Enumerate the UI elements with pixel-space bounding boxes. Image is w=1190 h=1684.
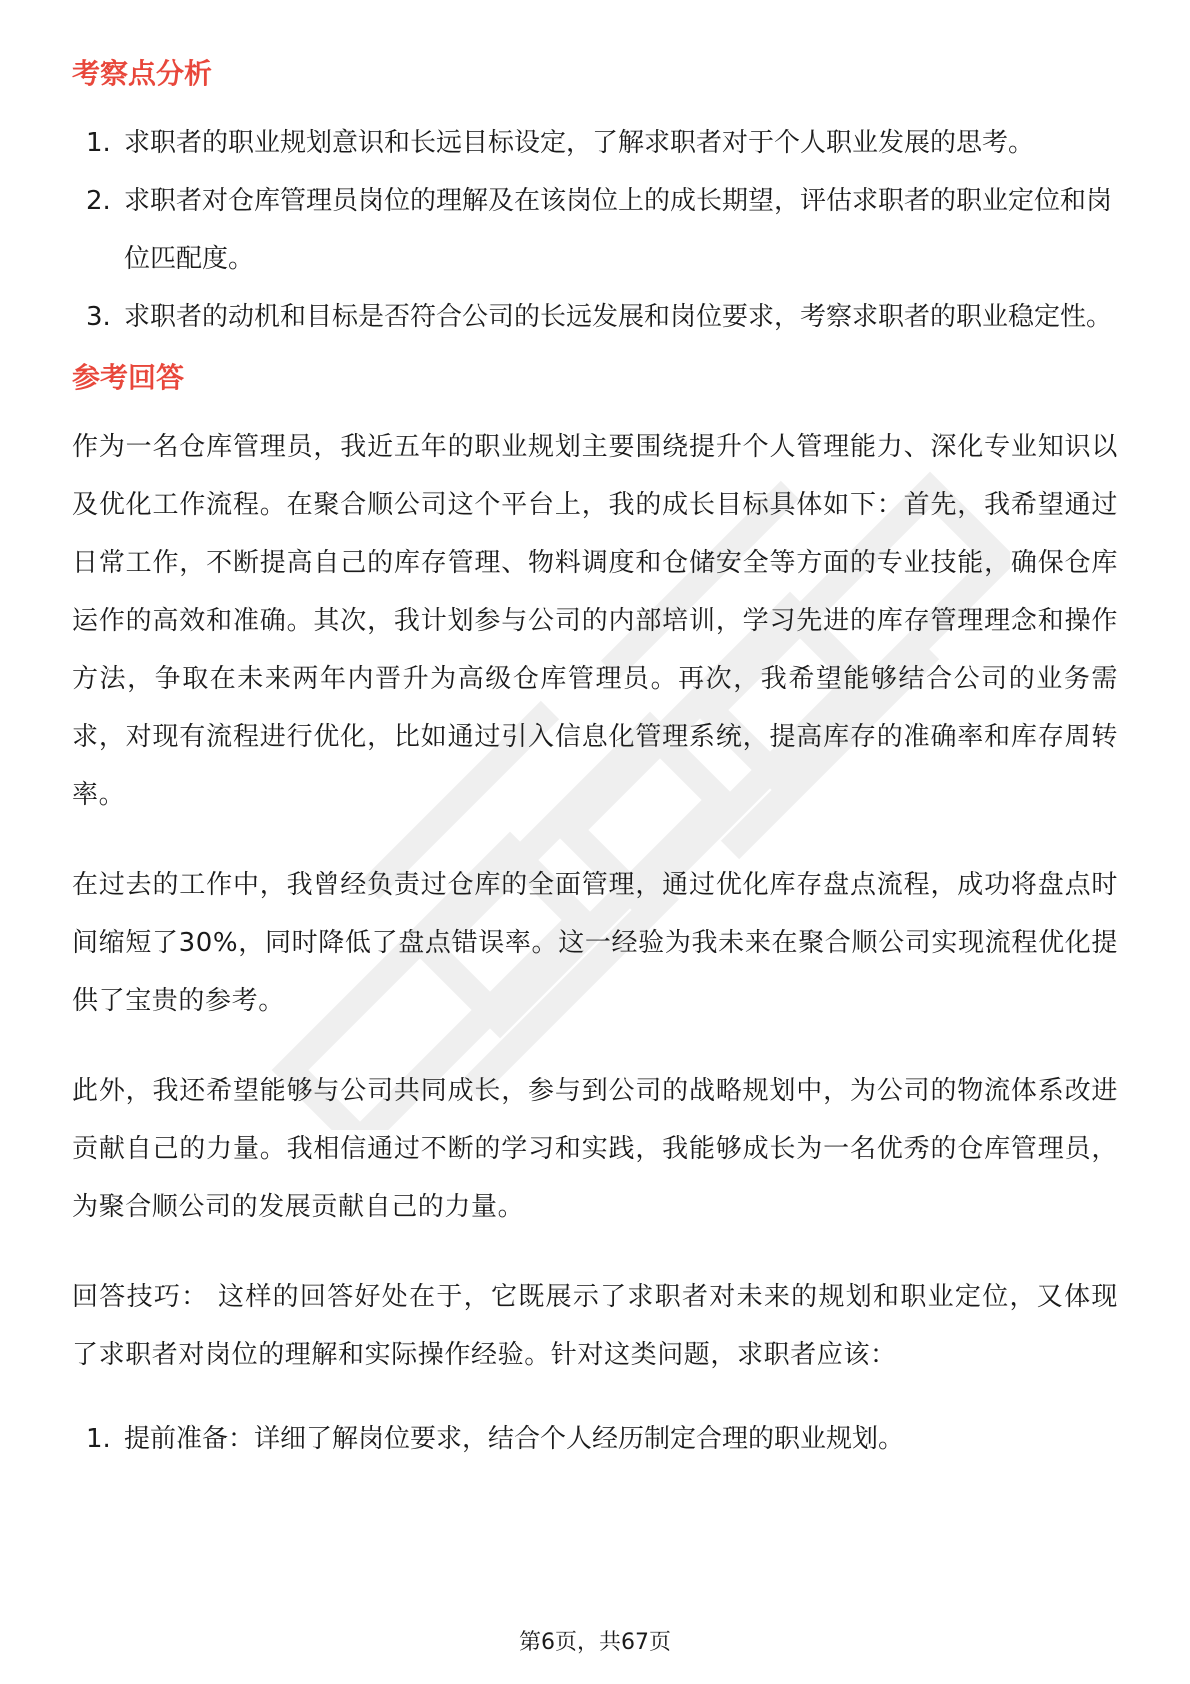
list-item-number: 1. [86,1424,111,1454]
answer-paragraph: 在过去的工作中，我曾经负责过仓库的全面管理，通过优化库存盘点流程，成功将盘点时间缩短了30%，同时降低了盘点错误率。这一经验为我未来在聚合顺公司实现流程优化提供了宝贵的参考。 [72,870,1118,1016]
analysis-list [72,114,1118,346]
tips-list [72,1410,1118,1468]
list-item [72,114,1118,172]
list-item-text: 求职者的动机和目标是否符合公司的长远发展和岗位要求，考察求职者的职业稳定性。 [124,302,1113,332]
answer-paragraph: 作为一名仓库管理员，我近五年的职业规划主要围绕提升个人管理能力、深化专业知识以及优化工作流程。在聚合顺公司这个平台上，我的成长目标具体如下：首先，我希望通过日常工作，不断提高自己的库存管理、物料调度和仓储安全等方面的专业技能，确保仓库运作的高效和准确。其次，我计划参与公司的内部培训，学习先进的库存管理理念和操作方法，争取在未来两年内晋升为高级仓库管理员。再次，我希望能够结合公司的业务需求，对现有流程进行优化，比如通过引入信息化管理系统，提高库存的准确率和库存周转率。 [72,432,1118,810]
page-content [72,48,1118,1468]
list-item-text: 提前准备：详细了解岗位要求，结合个人经历制定合理的职业规划。 [124,1424,905,1454]
list-item [72,172,1118,288]
list-item-text: 求职者的职业规划意识和长远目标设定，了解求职者对于个人职业发展的思考。 [124,128,1035,158]
list-item-number: 3. [86,302,111,332]
answer-section-title: 参考回答 [72,361,185,394]
list-item [72,1410,1118,1468]
page-number-footer: 第6页，共67页 [519,1630,671,1655]
answer-tips-paragraph: 回答技巧： 这样的回答好处在于，它既展示了求职者对未来的规划和职业定位，又体现了求职者对岗位的理解和实际操作经验。针对这类问题，求职者应该： [72,1282,1118,1370]
answer-paragraph: 此外，我还希望能够与公司共同成长，参与到公司的战略规划中，为公司的物流体系改进贡献自己的力量。我相信通过不断的学习和实践，我能够成长为一名优秀的仓库管理员，为聚合顺公司的发展贡献自己的力量。 [72,1076,1118,1222]
list-item-number: 2. [86,186,111,216]
list-item [72,288,1118,346]
analysis-section-title: 考察点分析 [72,57,213,90]
list-item-number: 1. [86,128,111,158]
list-item-text: 求职者对仓库管理员岗位的理解及在该岗位上的成长期望，评估求职者的职业定位和岗位匹配度。 [124,186,1113,274]
